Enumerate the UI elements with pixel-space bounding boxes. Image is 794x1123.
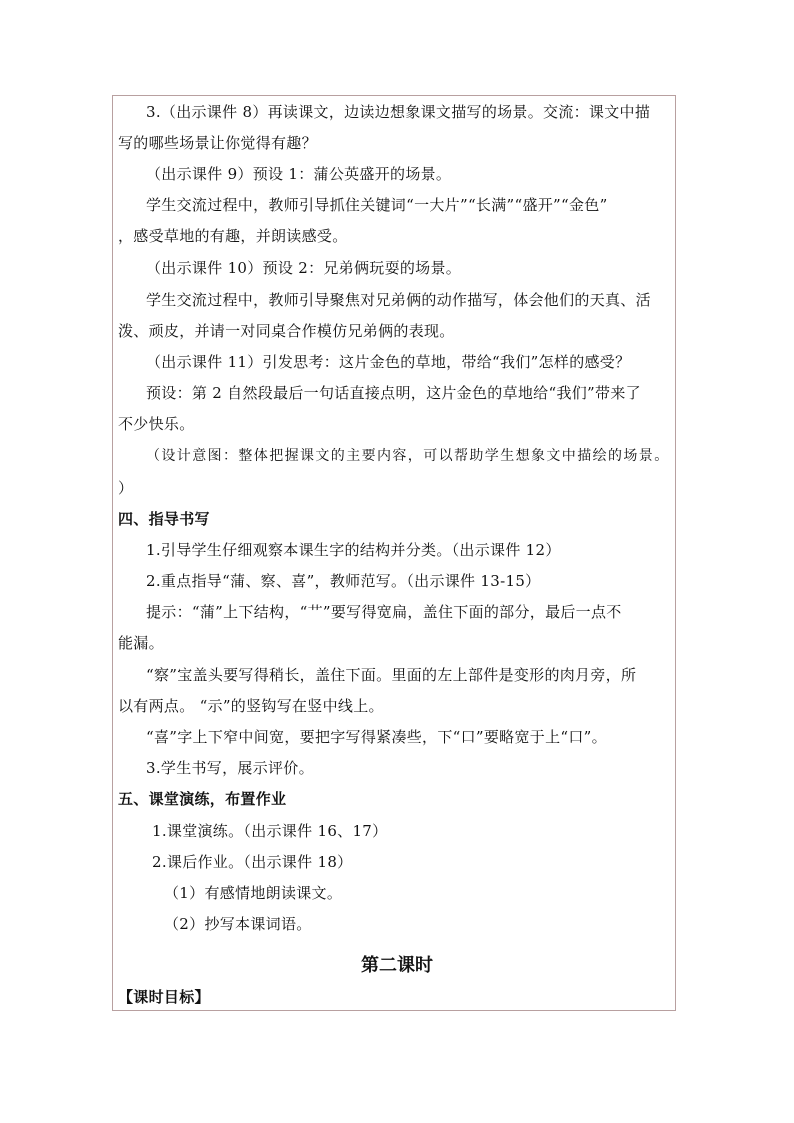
tip2-line2: 以有两点。 “示”的竖钩写在竖中线上。 [118,697,384,715]
tip3: “喜”字上下窄中间宽，要把字写得紧凑些，下“口”要略宽于上“口”。 [146,728,607,746]
question: （出示课件 11）引发思考：这片金色的草地，带给“我们”怎样的感受？ [146,353,631,371]
section3-item3-line2: 写的哪些场景让你觉得有趣？ [118,134,317,152]
design-note-line2: ） [118,479,134,497]
preset1: （出示课件 9）预设 1：蒲公英盛开的场景。 [146,165,452,183]
tip2-line1: “察”宝盖头要写得稍长，盖住下面。里面的左上部件是变形的肉月旁，所 [146,666,637,684]
section4-item3: 3.学生书写，展示评价。 [146,759,314,777]
section5-item2: 2.课后作业。（出示课件 18） [152,853,353,871]
tip1-line2: 能漏。 [118,634,164,652]
design-note-line1: （设计意图：整体把握课文的主要内容，可以帮助学生想象文中描绘的场景。 [146,448,670,464]
section5-heading: 五、课堂演练，布置作业 [118,790,287,808]
answer-line1: 预设：第 2 自然段最后一句话直接点明，这片金色的草地给“我们”带来了 [146,384,641,402]
section4-item2: 2.重点指导“蒲、察、喜”，教师范写。（出示课件 13-15） [146,572,541,590]
preset1-detail-line1: 学生交流过程中，教师引导抓住关键词“一大片”“长满”“盛开”“金色” [146,196,608,214]
preset1-detail-line2: ，感受草地的有趣，并朗读感受。 [118,227,348,245]
preset2-detail-line2: 泼、顽皮，并请一对同桌合作模仿兄弟俩的表现。 [118,322,455,340]
section5-item1: 1.课堂演练。（出示课件 16、17） [152,822,388,840]
section3-item3-line1: 3.（出示课件 8）再读课文，边读边想象课文描写的场景。交流：课文中描 [146,103,651,121]
homework-sub1: （1）有感情地朗读课文。 [164,884,343,902]
lesson2-objectives-label: 【课时目标】 [118,988,210,1006]
answer-line2: 不少快乐。 [118,415,195,433]
section4-heading: 四、指导书写 [118,510,210,528]
homework-sub2: （2）抄写本课词语。 [164,915,312,933]
section4-item1: 1.引导学生仔细观察本课生字的结构并分类。（出示课件 12） [146,541,561,559]
preset2-detail-line1: 学生交流过程中，教师引导聚焦对兄弟俩的动作描写，体会他们的天真、活 [146,291,651,309]
preset2: （出示课件 10）预设 2：兄弟俩玩耍的场景。 [146,259,462,277]
lesson2-title: 第二课时 [361,955,433,976]
tip1-line1: 提示：“蒲”上下结构，“艹”要写得宽扁，盖住下面的部分，最后一点不 [146,603,622,621]
